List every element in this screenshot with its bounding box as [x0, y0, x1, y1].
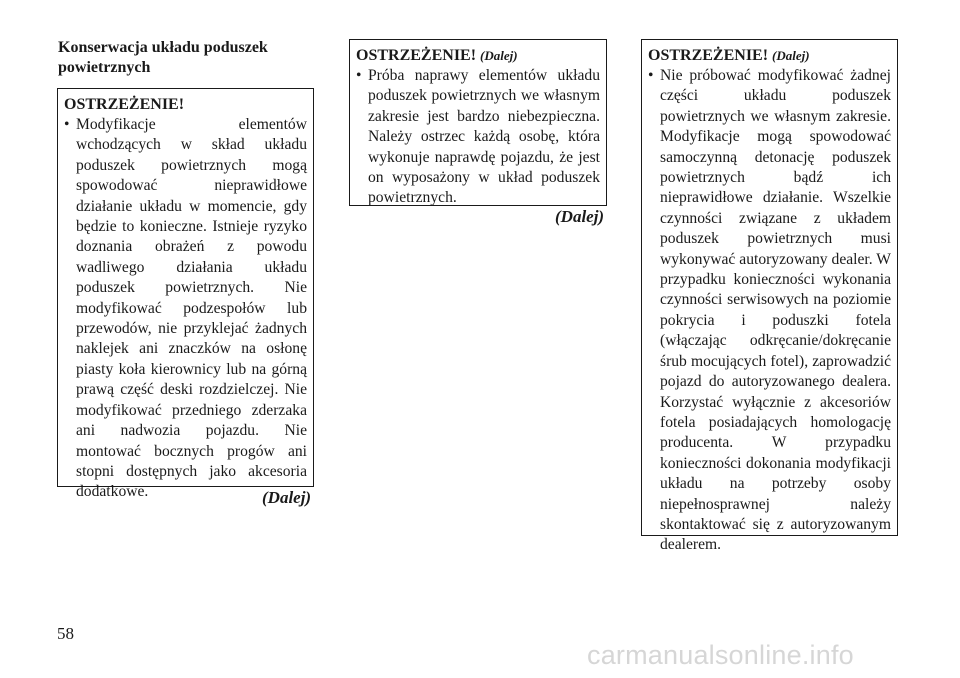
- warning-box-repair: [349, 39, 607, 206]
- continued-label: (Dalej): [262, 488, 312, 507]
- warning-heading: [356, 46, 600, 66]
- warning-heading-continuation: (Dalej): [772, 48, 810, 63]
- watermark: carmanualsonline.info: [587, 640, 854, 670]
- warning-heading-text: OSTRZEŻENIE!: [356, 47, 477, 64]
- bullet-icon: •: [648, 67, 654, 84]
- warning-bullet: [64, 115, 307, 503]
- warning-heading: [64, 95, 307, 115]
- warning-heading: [648, 46, 891, 66]
- warning-box-self-modification: [641, 39, 898, 554]
- warning-heading-text: OSTRZEŻENIE!: [648, 47, 769, 64]
- page-number: 58: [57, 624, 74, 643]
- continued-label: (Dalej): [555, 207, 605, 226]
- warning-text: Nie próbować modyfikować żadnej części układu poduszek powietrznych we własnym zakresie. Modyfikacje mogą spowodować samoczynną detonację poduszek powietrznych bądź ich nieprawidłowe działanie. Wszelkie czynności związane z układem poduszek powietrznych musi wykonywać autoryzowany dealer. W przypadku konieczności wykonania czynności serwisowych na poziomie pokrycia i poduszki fotela (włączając odkręcanie/dokręcanie śrub mocujących fotel), zaprowadzić pojazd do autoryzowanego dealera. Korzystać wyłącznie z akcesoriów fotela posiadających homologację producenta. W przypadku konieczności dokonania modyfikacji układu na potrzeby osoby niepełnosprawnej należy skontaktować się z autoryzowanym dealerem.: [660, 67, 891, 554]
- section-title: Konserwacja układu poduszek powietrznych: [58, 39, 268, 76]
- warning-text: Próba naprawy elementów układu poduszek powietrznych we własnym zakresie jest bardzo niebezpieczna. Należy ostrzec każdą osobę, która wykonuje naprawdę pojazdu, że jest on wyposażony w układ poduszek powietrznych.: [368, 67, 600, 207]
- bullet-icon: •: [64, 116, 70, 133]
- warning-heading-text: OSTRZEŻENIE!: [64, 96, 185, 113]
- warning-bullet: [648, 66, 891, 556]
- warning-bullet: [356, 66, 600, 209]
- warning-heading-continuation: (Dalej): [480, 48, 518, 63]
- bullet-icon: •: [356, 67, 362, 84]
- warning-text: Modyfikacje elementów wchodzących w skład układu poduszek powietrznych mogą spowodować nieprawidłowe działanie układu w momencie, gdy będzie to konieczne. Istnieje ryzyko doznania obrażeń z powodu wadliwego działania układu poduszek powietrznych. Nie modyfikować podzespołów lub przewodów, nie przyklejać żadnych naklejek ani znaczków na osłonę piasty koła kierownicy lub na górną prawą część deski rozdzielczej. Nie modyfikować przedniego zderzaka ani nadwozia pojazdu. Nie montować bocznych progów ani stopni dostępnych jako akcesoria dodatkowe.: [76, 116, 307, 501]
